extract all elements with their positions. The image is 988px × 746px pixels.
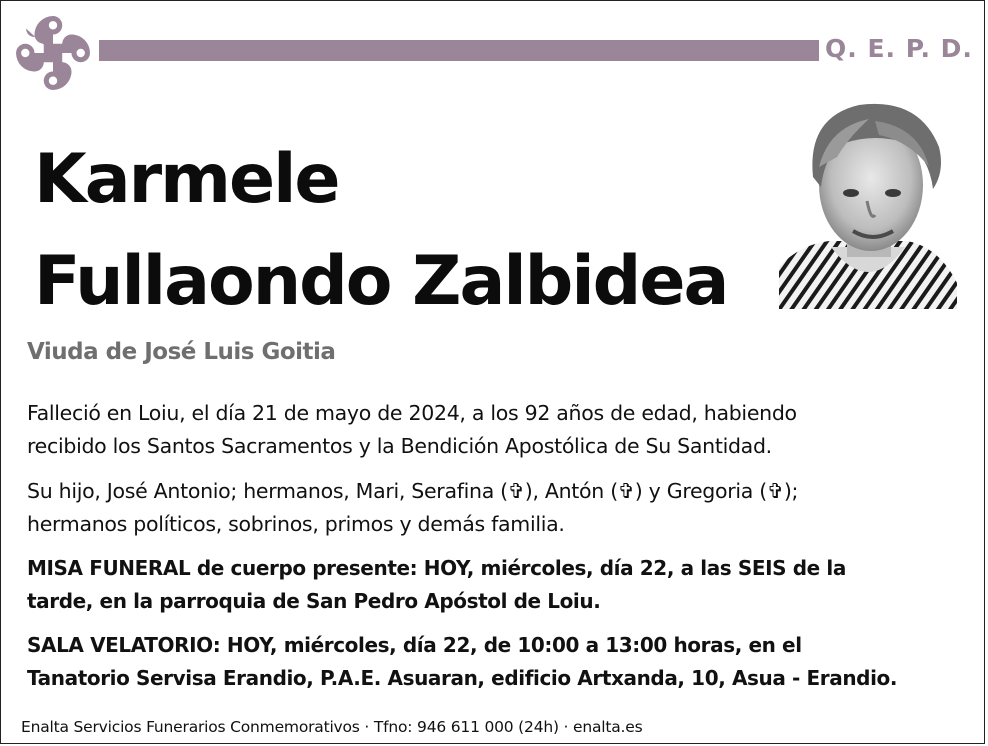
paragraph-wake — [27, 629, 967, 695]
text-line: tarde, en la parroquia de San Pedro Apóstol de Loiu. — [27, 589, 601, 613]
footer-contact: Enalta Servicios Funerarios Conmemorativos · Tfno: 946 611 000 (24h) · enalta.es — [21, 718, 643, 736]
text-line: MISA FUNERAL de cuerpo presente: HOY, miércoles, día 22, a las SEIS de la — [27, 556, 846, 580]
lauburu-icon — [11, 11, 95, 95]
portrait-photo — [779, 97, 957, 309]
subtitle-widow: Viuda de José Luis Goitia — [27, 339, 336, 365]
text-line: Tanatorio Servisa Erandio, P.A.E. Asuaran, edificio Artxanda, 10, Asua - Erandio. — [27, 666, 898, 690]
text-line: SALA VELATORIO: HOY, miércoles, día 22, de 10:00 a 13:00 horas, en el — [27, 633, 802, 657]
qepd-label: Q. E. P. D. — [825, 34, 973, 63]
header-bar — [99, 40, 819, 61]
text-line: Su hijo, José Antonio; hermanos, Mari, Serafina (✞), Antón (✞) y Gregoria (✞); — [27, 479, 799, 503]
paragraph-funeral-mass — [27, 552, 967, 618]
text-line: Falleció en Loiu, el día 21 de mayo de 2024, a los 92 años de edad, habiendo — [27, 401, 797, 425]
text-line: recibido los Santos Sacramentos y la Bendición Apostólica de Su Santidad. — [27, 434, 772, 458]
paragraph-family — [27, 475, 967, 541]
surnames: Fullaondo Zalbidea — [34, 242, 728, 321]
first-name: Karmele — [34, 140, 339, 219]
deceased-name — [34, 129, 774, 333]
text-line: hermanos políticos, sobrinos, primos y demás familia. — [27, 512, 565, 536]
paragraph-death — [27, 397, 967, 463]
